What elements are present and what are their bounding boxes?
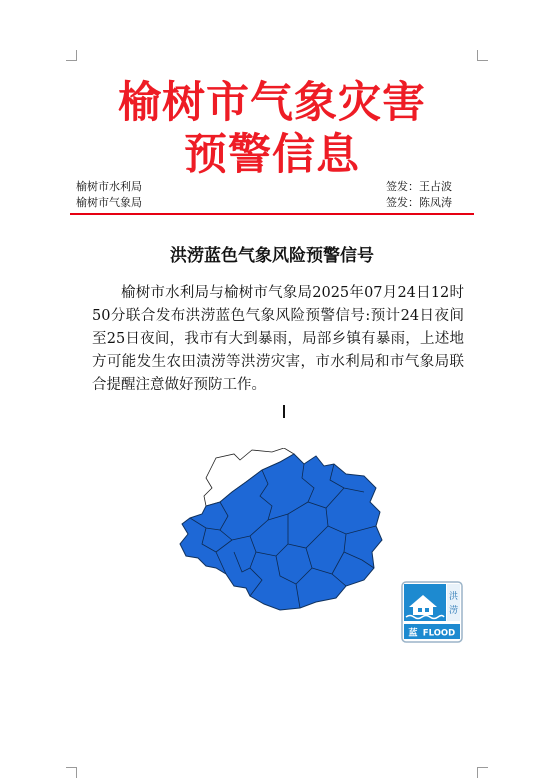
issuer-signers [386, 179, 452, 211]
flood-blue-signal [401, 581, 463, 643]
warning-body: 榆树市水利局与榆树市气象局2025年07月24日12时50分联合发布洪涝蓝色气象风险预警信号:预计24日夜间至25日夜间，我市有大到暴雨，局部乡镇有暴雨，上述地方可能发生农田渍涝等洪涝灾害，市水利局和市气象局联合提醒注意做好预防工作。 [92, 285, 464, 393]
signal-char-1: 洪 [448, 592, 459, 602]
issuer-water-bureau: 榆树市水利局 [76, 180, 142, 193]
header-title-line1: 榆树市气象灾害 [118, 78, 426, 128]
red-divider [70, 213, 474, 215]
warning-title: 洪涝蓝色气象风险预警信号 [170, 246, 374, 266]
signer-1: 签发：王占波 [386, 180, 452, 193]
signal-label: FLOOD [422, 628, 456, 639]
crop-mark [477, 50, 488, 61]
text-cursor [283, 405, 285, 418]
issuer-departments [76, 179, 142, 211]
crop-mark [477, 767, 488, 778]
header-title-line2: 预警信息 [184, 130, 360, 180]
signal-char-2: 涝 [448, 606, 459, 616]
issuer-meteorological-bureau: 榆树市气象局 [76, 196, 142, 209]
crop-mark [66, 50, 77, 61]
signer-2: 签发：陈凤涛 [386, 196, 452, 209]
warning-area-map [176, 448, 386, 618]
crop-mark [66, 767, 77, 778]
signal-level: 蓝 [408, 628, 418, 639]
